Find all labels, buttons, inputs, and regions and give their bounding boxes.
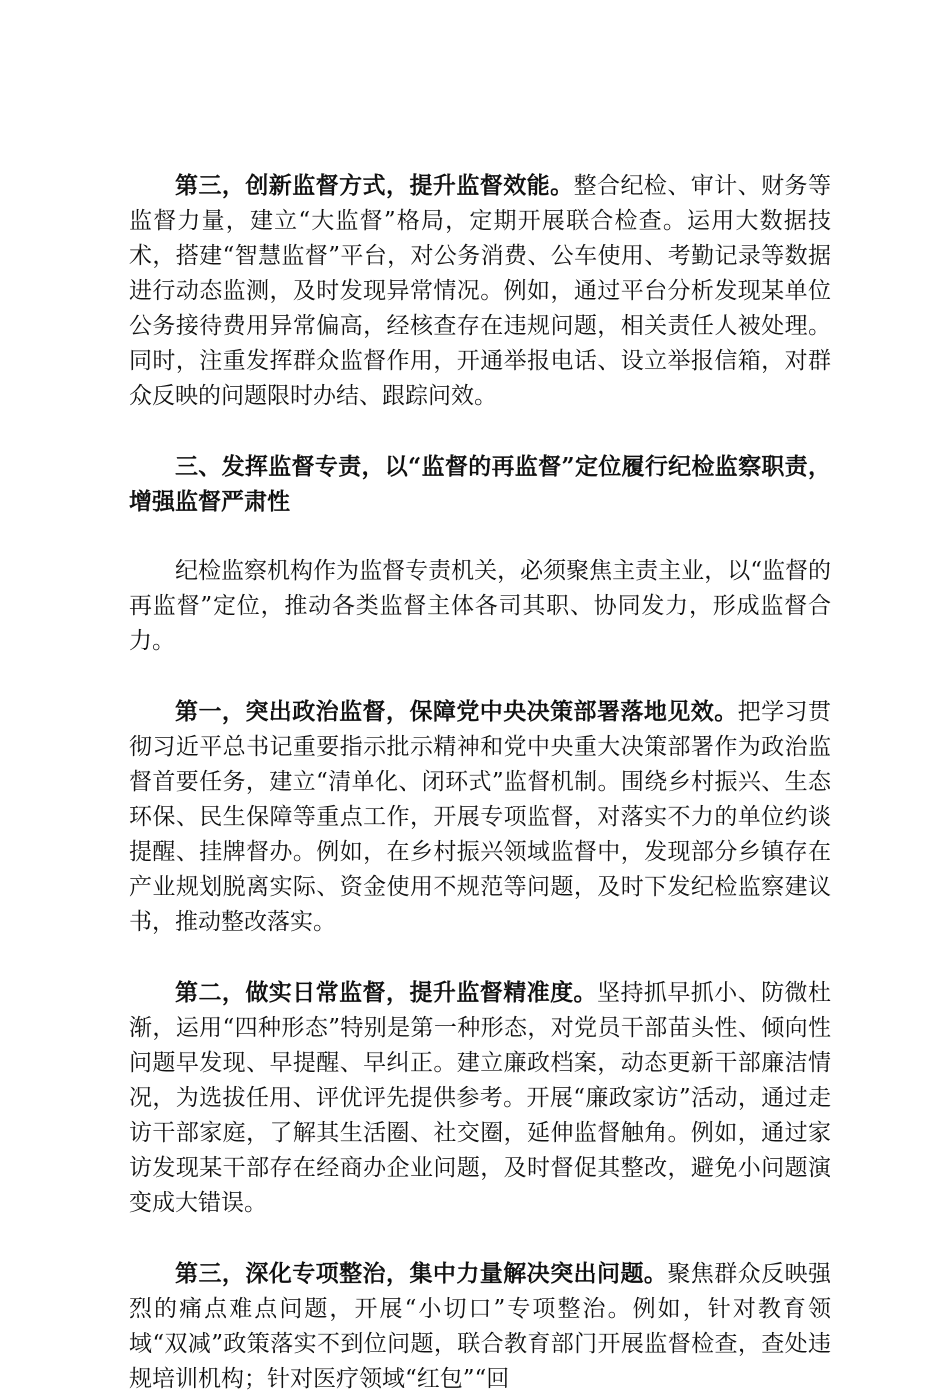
paragraph-text: 纪检监察机构作为监督专责机关，必须聚焦主责主业，以“监督的再监督”定位，推动各类监督主体各司其职、协同发力，形成监督合力。: [129, 558, 831, 654]
paragraph-text: 把学习贯彻习近平总书记重要指示批示精神和党中央重大决策部署作为政治监督首要任务，建立“清单化、闭环式”监督机制。围绕乡村振兴、生态环保、民生保障等重点工作，开展专项监督，对落实不力的单位约谈提醒、挂牌督办。例如，在乡村振兴领域监督中，发现部分乡镇存在产业规划脱离实际、资金使用不规范等问题，及时下发纪检监察建议书，推动整改落实。: [129, 699, 832, 935]
paragraph-lead: 第一，突出政治监督，保障党中央决策部署落地见效。: [175, 698, 738, 725]
document-body: [129, 168, 831, 1397]
paragraph-text: 整合纪检、审计、财务等监督力量，建立“大监督”格局，定期开展联合检查。运用大数据技术，搭建“智慧监督”平台，对公务消费、公车使用、考勤记录等数据进行动态监测，及时发现异常情况。例如，通过平台分析发现某单位公务接待费用异常偏高，经核查存在违规问题，相关责任人被处理。同时，注重发挥群众监督作用，开通举报电话、设立举报信箱，对群众反映的问题限时办结、跟踪问效。: [129, 173, 832, 409]
section-heading: 三、发挥监督专责，以“监督的再监督”定位履行纪检监察职责，增强监督严肃性: [129, 453, 831, 515]
paragraph-daily-supervision: [129, 975, 831, 1221]
paragraph-text: 坚持抓早抓小、防微杜渐，运用“四种形态”特别是第一种形态，对党员干部苗头性、倾向性问题早发现、早提醒、早纠正。建立廉政档案，动态更新干部廉洁情况，为选拔任用、评优评先提供参考。开展“廉政家访”活动，通过走访干部家庭，了解其生活圈、社交圈，延伸监督触角。例如，通过家访发现某干部存在经商办企业问题，及时督促其整改，避免小问题演变成大错误。: [129, 980, 832, 1216]
paragraph-lead: 第三，创新监督方式，提升监督效能。: [175, 172, 574, 199]
paragraph-text: 聚焦群众反映强烈的痛点难点问题，开展“小切口”专项整治。例如，针对教育领域“双减”政策落实不到位问题，联合教育部门开展监督检查，查处违规培训机构；针对医疗领域“红包”“回: [129, 1261, 832, 1392]
paragraph-special-rectification: [129, 1256, 831, 1397]
paragraph-political-supervision: [129, 694, 831, 940]
paragraph-lead: 第三，深化专项整治，集中力量解决突出问题。: [175, 1260, 668, 1287]
paragraph-intro: [129, 554, 831, 659]
paragraph-innovate-supervision: [129, 168, 831, 414]
paragraph-lead: 第二，做实日常监督，提升监督精准度。: [175, 979, 597, 1006]
